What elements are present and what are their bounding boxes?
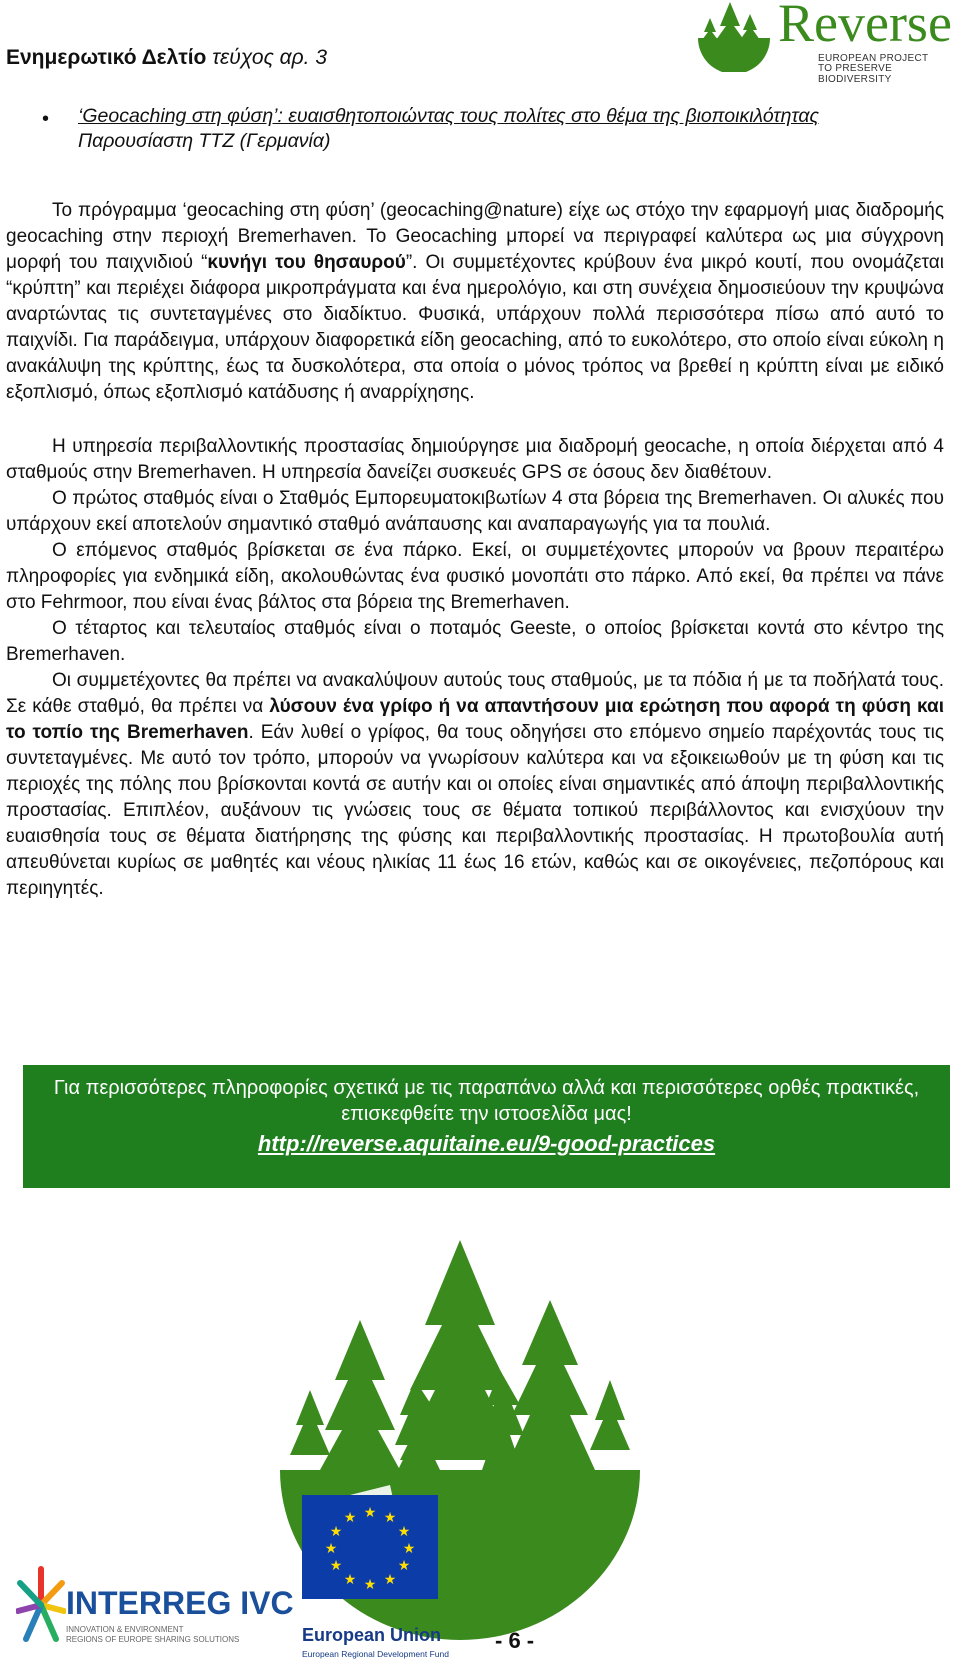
svg-text:★: ★ [343,1572,357,1588]
issue-number: τεύχος αρ. 3 [212,46,328,69]
paragraph-participants-part1: Οι συμμετέχοντες θα πρέπει να ανακαλύψουν αυτούς τους σταθμούς, με τα πόδια ή με τα ποδήλατά τους. Σε κάθε σταθμό, θα πρέπει να [6,670,944,717]
newsletter-name: Ενημερωτικό Δελτίο [6,46,207,69]
svg-text:★: ★ [329,1558,343,1574]
paragraph-intro [6,198,944,406]
paragraph-station-2: Ο επόμενος σταθμός βρίσκεται σε ένα πάρκο. Εκεί, οι συμμετέχοντες μπορούν να βρουν περαιτέρω πληροφορίες για ενδημικά είδη, ακολουθώντας ένα φυσικό μονοπάτι στο πάρκο. Από εκεί, θα πρέπει να πάνε στο Fehrmoor, που είναι ένας βάλτος στα βόρεια της Bremerhaven. [6,540,944,613]
svg-text:★: ★ [329,1524,343,1540]
page-number: - 6 - [495,1628,535,1653]
paragraph-station-4: Ο τέταρτος και τελευταίος σταθμός είναι ο ποταμός Geeste, ο οποίος βρίσκεται κοντά στο κέντρο της Bremerhaven. [6,618,944,665]
svg-text:★: ★ [397,1524,411,1540]
riddle-phrase: λύσουν ένα γρίφο ή να απαντήσουν μια ερώτηση που αφορά τη φύση και το τοπίο της Bremerhaven [6,696,944,743]
newsletter-title [6,46,327,70]
tree-globe-icon [690,0,776,72]
paragraph-participants [6,668,944,902]
svg-text:★: ★ [363,1505,377,1521]
eu-subtitle: European Regional Development Fund [302,1649,449,1659]
paragraph-intro-part1: Το πρόγραμμα ‘geocaching στη φύση’ (geocaching@nature) είχε ως στόχο την εφαρμογή μιας διαδρομής geocaching στην περιοχή Bremerhaven. Το Geocaching μπορεί να περιγραφεί καλύτερα ως μια σύγχρονη μορφή του παιχνιδιού “ [6,200,944,273]
interreg-star-icon [16,1555,66,1655]
eu-title: European Union [302,1625,441,1645]
logo-subtitle-2: TO PRESERVE BIODIVERSITY [818,63,893,85]
paragraph-service: Η υπηρεσία περιβαλλοντικής προστασίας δημιούργησε μια διαδρομή geocache, η οποία διέρχεται από 4 σταθμούς στην Bremerhaven. Η υπηρεσία δανείζει συσκευές GPS σε όσους δεν διαθέτουν. [6,436,944,483]
logo-wordmark: Reverse [778,0,952,53]
paragraph-intro-part2: ”. Οι συμμετέχοντες κρύβουν ένα μικρό κουτί, που ονομάζεται “κρύπτη” και περιέχει διάφορα μικροπράγματα και ένα ημερολόγιο, και στη συνέχεια δημοσιεύουν την κρυψώνα αναρτώντας τις συντεταγμένες στο διαδίκτυο. Φυσικά, υπάρχουν πολλά περισσότερα πίσω από αυτό το παιχνίδι. Για παράδειγμα, υπάρχουν διαφορετικά είδη geocaching, από το ευκολότερο, στο οποίο είναι εύκολη η ανακάλυψη της κρύπτης, έως τα δυσκολότερα, στα οποία ο μόνος τρόπος να βρεθεί η κρύπτη είναι με ειδικό εξοπλισμό, όπως εξοπλισμό κατάδυσης ή αναρρίχησης. [6,252,944,403]
article-presenter: Παρουσίαστη TTZ (Γερμανία) [78,130,331,152]
svg-text:★: ★ [383,1510,397,1526]
paragraph-participants-part2: . Εάν λυθεί ο γρίφος, θα τους οδηγήσει στο επόμενο σημείο παρέχοντάς τους τις συντεταγμένες. Με αυτό τον τρόπο, μπορούν να γνωρίσουν καλύτερα και να εξοικειωθούν με τη φύση και τις περιοχές της πόλης που βρίσκονται κοντά σε αυτήν και οι οποίες είναι σημαντικές από άποψη περιβαλλοντικής προστασίας. Επιπλέον, αυξάνουν τις γνώσεις τους σε θέματα τοπικού περιβάλλοντος και ενισχύουν την ευαισθησία τους σε θέματα διατήρησης της φύσης και περιβαλλοντικής προστασίας. Η πρωτοβουλία αυτή απευθύνεται κυρίως σε μαθητές και νέους ηλικίας 11 έως 16 ετών, καθώς και σε οικογένειες, πεζοπόρους και περιηγητές. [6,722,944,899]
interreg-subtitle-2: REGIONS OF EUROPE SHARING SOLUTIONS [66,1635,240,1644]
article-body [6,198,944,902]
more-info-message: Για περισσότερες πληροφορίες σχετικά με τις παραπάνω αλλά και περισσότερες ορθές πρακτικές, επισκεφθείτε την ιστοσελίδα μας! [53,1077,920,1125]
article-heading [78,104,946,154]
article-title: ‘Geocaching στη φύση’: ευαισθητοποιώντας τους πολίτες στο θέμα της βιοποικιλότητας [78,105,820,127]
logo-subtitle-1: EUROPEAN PROJECT [818,53,929,64]
eu-flag-icon [302,1495,438,1599]
svg-text:★: ★ [324,1541,338,1557]
svg-text:★: ★ [397,1558,411,1574]
svg-text:★: ★ [363,1577,377,1593]
svg-text:★: ★ [343,1510,357,1526]
bullet-icon: • [42,108,50,130]
svg-text:★: ★ [383,1572,397,1588]
more-info-box [23,1065,950,1188]
svg-text:★: ★ [402,1541,416,1557]
treasure-hunt-phrase: κυνήγι του θησαυρού [207,252,406,273]
interreg-subtitle-1: INNOVATION & ENVIRONMENT [66,1625,184,1634]
interreg-logo [16,1555,296,1655]
paragraph-station-1: Ο πρώτος σταθμός είναι ο Σταθμός Εμπορευματοκιβωτίων 4 στα βόρεια της Bremerhaven. Οι αλυκές που υπάρχουν εκεί αποτελούν σημαντικό σταθμό ανάπαυσης και αναπαραγωγής για τα πουλιά. [6,488,944,535]
good-practices-link[interactable]: http://reverse.aquitaine.eu/9-good-practices [257,1131,716,1156]
reverse-logo [690,0,952,85]
eu-logo [302,1495,449,1663]
interreg-title: INTERREG IVC [66,1585,294,1621]
